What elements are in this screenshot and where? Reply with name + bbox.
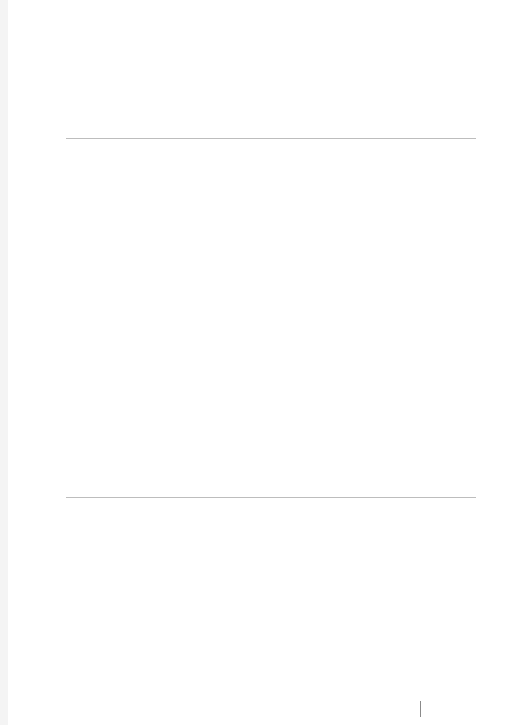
page-edge-shadow	[0, 0, 8, 725]
section-divider-education	[66, 138, 476, 139]
section-divider-health	[66, 497, 476, 498]
footer-divider	[420, 701, 421, 717]
